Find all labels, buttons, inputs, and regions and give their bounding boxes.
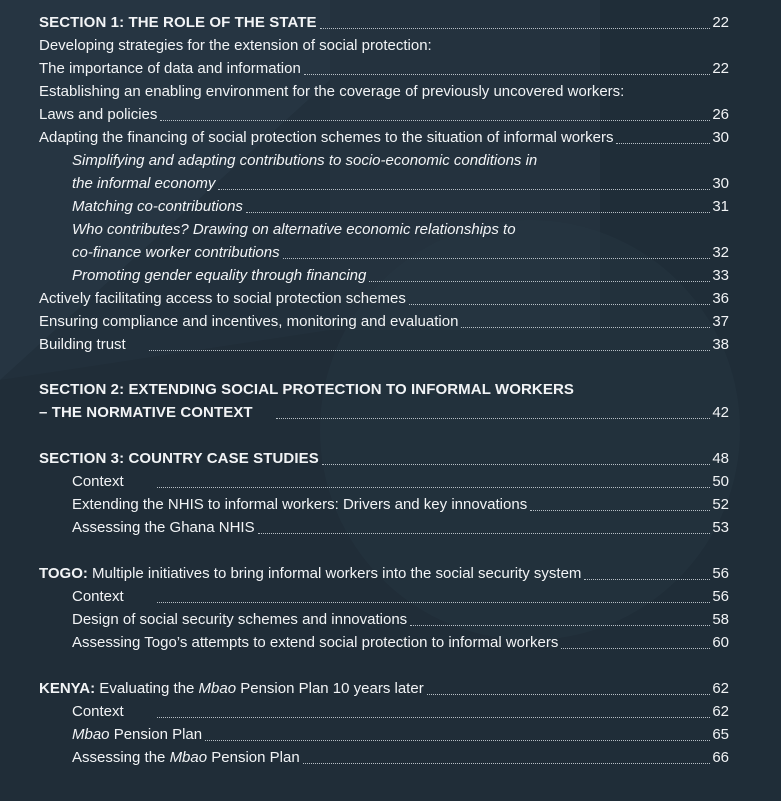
toc-entry-nhis-drivers[interactable] <box>72 492 729 515</box>
toc-title-emphasis: Mbao <box>198 680 237 697</box>
dot-leader <box>410 625 710 626</box>
toc-title: Context <box>72 703 124 720</box>
toc-title <box>72 725 202 745</box>
toc-page-number: 60 <box>712 634 729 651</box>
toc-entry-line1[interactable] <box>39 33 729 56</box>
dot-leader <box>616 143 710 144</box>
toc-title-emphasis: Mbao <box>72 726 110 743</box>
dot-leader <box>320 28 711 29</box>
dot-leader <box>157 602 711 603</box>
toc-entry-line1[interactable] <box>39 79 729 102</box>
toc-title-prefix: Evaluating the <box>95 680 199 697</box>
toc-entry-informal-economy[interactable] <box>72 171 729 194</box>
toc-page-number: 65 <box>712 726 729 743</box>
dot-leader <box>304 74 710 75</box>
toc-title: Promoting gender equality through financing <box>72 267 367 284</box>
toc-title-text: Pension Plan 10 years later <box>236 680 424 697</box>
toc-title: Assessing the Ghana NHIS <box>72 519 255 536</box>
toc-page-number: 36 <box>712 290 729 307</box>
toc-title-line1: Simplifying and adapting contributions to socio-economic conditions in <box>72 152 538 169</box>
toc-title: SECTION 1: THE ROLE OF THE STATE <box>39 14 317 31</box>
toc-title: Ensuring compliance and incentives, monitoring and evaluation <box>39 313 459 330</box>
toc-title-line1: Who contributes? Drawing on alternative economic relationships to <box>72 221 516 238</box>
toc-entry-building-trust[interactable] <box>39 332 729 355</box>
toc-entry-co-contributions[interactable] <box>72 194 729 217</box>
toc-page-number: 50 <box>712 473 729 490</box>
dot-leader <box>322 464 711 465</box>
dot-leader <box>160 120 710 121</box>
toc-title: co-finance worker contributions <box>72 244 280 261</box>
toc-title: Laws and policies <box>39 106 158 123</box>
toc-page-number: 42 <box>712 404 729 421</box>
dot-leader <box>561 648 710 649</box>
toc-entry-compliance[interactable] <box>39 309 729 332</box>
toc-entry-section-3[interactable] <box>39 446 729 469</box>
toc-title-line1: SECTION 2: EXTENDING SOCIAL PROTECTION TO INFORMAL WORKERS <box>39 381 574 398</box>
toc-entry-assessing-mbao[interactable] <box>72 745 729 768</box>
dot-leader <box>276 418 711 419</box>
dot-leader <box>205 740 710 741</box>
toc-entry-co-finance[interactable] <box>72 240 729 263</box>
toc-title-prefix: Assessing the <box>72 749 170 766</box>
toc-title: SECTION 3: COUNTRY CASE STUDIES <box>39 450 319 467</box>
toc-page-number: 62 <box>712 703 729 720</box>
toc-title: the informal economy <box>72 175 216 192</box>
toc-entry-facilitating-access[interactable] <box>39 286 729 309</box>
dot-leader <box>218 189 710 190</box>
toc-entry-kenya[interactable] <box>39 676 729 699</box>
dot-leader <box>369 281 710 282</box>
toc-title: The importance of data and information <box>39 60 301 77</box>
dot-leader <box>303 763 711 764</box>
toc-page-number: 31 <box>712 198 729 215</box>
toc-page-number: 38 <box>712 336 729 353</box>
toc-title-text: Pension Plan <box>207 749 300 766</box>
toc-page-number: 48 <box>712 450 729 467</box>
toc-title: Extending the NHIS to informal workers: Drivers and key innovations <box>72 496 528 513</box>
toc-page-number: 32 <box>712 244 729 261</box>
dot-leader <box>409 304 710 305</box>
toc-entry-assessing-ghana[interactable] <box>72 515 729 538</box>
toc-title: Actively facilitating access to social protection schemes <box>39 290 406 307</box>
dot-leader <box>283 258 711 259</box>
toc-entry-line1[interactable] <box>39 377 729 400</box>
toc-entry-gender-equality[interactable] <box>72 263 729 286</box>
dot-leader <box>157 717 711 718</box>
country-label: KENYA: <box>39 680 96 697</box>
toc-title <box>72 748 300 768</box>
toc-page-number: 37 <box>712 313 729 330</box>
toc-title: Building trust <box>39 336 126 353</box>
toc-entry-data-information[interactable] <box>39 56 729 79</box>
toc-page-number: 62 <box>712 680 729 697</box>
toc-entry-mbao-plan[interactable] <box>72 722 729 745</box>
dot-leader <box>258 533 711 534</box>
toc-page-number: 53 <box>712 519 729 536</box>
dot-leader <box>427 694 711 695</box>
dot-leader <box>584 579 710 580</box>
toc-entry-assessing-togo[interactable] <box>72 630 729 653</box>
dot-leader <box>530 510 710 511</box>
toc-title-line1: Establishing an enabling environment for the coverage of previously uncovered workers: <box>39 83 625 100</box>
dot-leader <box>246 212 710 213</box>
toc-entry-section-2[interactable] <box>39 400 729 423</box>
toc-entry-context[interactable] <box>72 699 729 722</box>
toc-page-number: 22 <box>712 14 729 31</box>
toc-title-line1: Developing strategies for the extension of social protection: <box>39 37 432 54</box>
toc-page-number: 56 <box>712 565 729 582</box>
toc-entry-line1[interactable] <box>72 148 729 171</box>
toc-title-text: Pension Plan <box>109 726 203 743</box>
toc-entry-design-schemes[interactable] <box>72 607 729 630</box>
toc-page-number: 58 <box>712 611 729 628</box>
toc-page-number: 52 <box>712 496 729 513</box>
toc-page-number: 30 <box>712 129 729 146</box>
toc-entry-context[interactable] <box>72 469 729 492</box>
dot-leader <box>149 350 711 351</box>
toc-entry-adapting-financing[interactable] <box>39 125 729 148</box>
dot-leader <box>157 487 711 488</box>
toc-entry-context[interactable] <box>72 584 729 607</box>
toc-title-emphasis: Mbao <box>169 749 208 766</box>
toc-page-number: 66 <box>712 749 729 766</box>
toc-title: Context <box>72 473 124 490</box>
country-label: TOGO: <box>39 565 88 582</box>
toc-entry-section-1[interactable] <box>39 10 729 33</box>
toc-title: Design of social security schemes and innovations <box>72 611 408 628</box>
dot-leader <box>461 327 710 328</box>
toc-entry-laws-policies[interactable] <box>39 102 729 125</box>
toc-title: – THE NORMATIVE CONTEXT <box>39 404 253 421</box>
toc-page-number: 30 <box>712 175 729 192</box>
toc-entry-togo[interactable] <box>39 561 729 584</box>
toc-entry-line1[interactable] <box>72 217 729 240</box>
toc-page-number: 22 <box>712 60 729 77</box>
toc-title: Context <box>72 588 124 605</box>
toc-title: Matching co-contributions <box>72 198 243 215</box>
toc-page-number: 26 <box>712 106 729 123</box>
toc-page-number: 33 <box>712 267 729 284</box>
toc-title-text: Multiple initiatives to bring informal workers into the social security system <box>87 565 582 582</box>
toc-title <box>39 679 424 699</box>
toc-title: Assessing Togo’s attempts to extend social protection to informal workers <box>72 634 559 651</box>
toc-title: Adapting the financing of social protection schemes to the situation of informal workers <box>39 129 614 146</box>
toc-page-number: 56 <box>712 588 729 605</box>
toc-title <box>39 564 581 584</box>
